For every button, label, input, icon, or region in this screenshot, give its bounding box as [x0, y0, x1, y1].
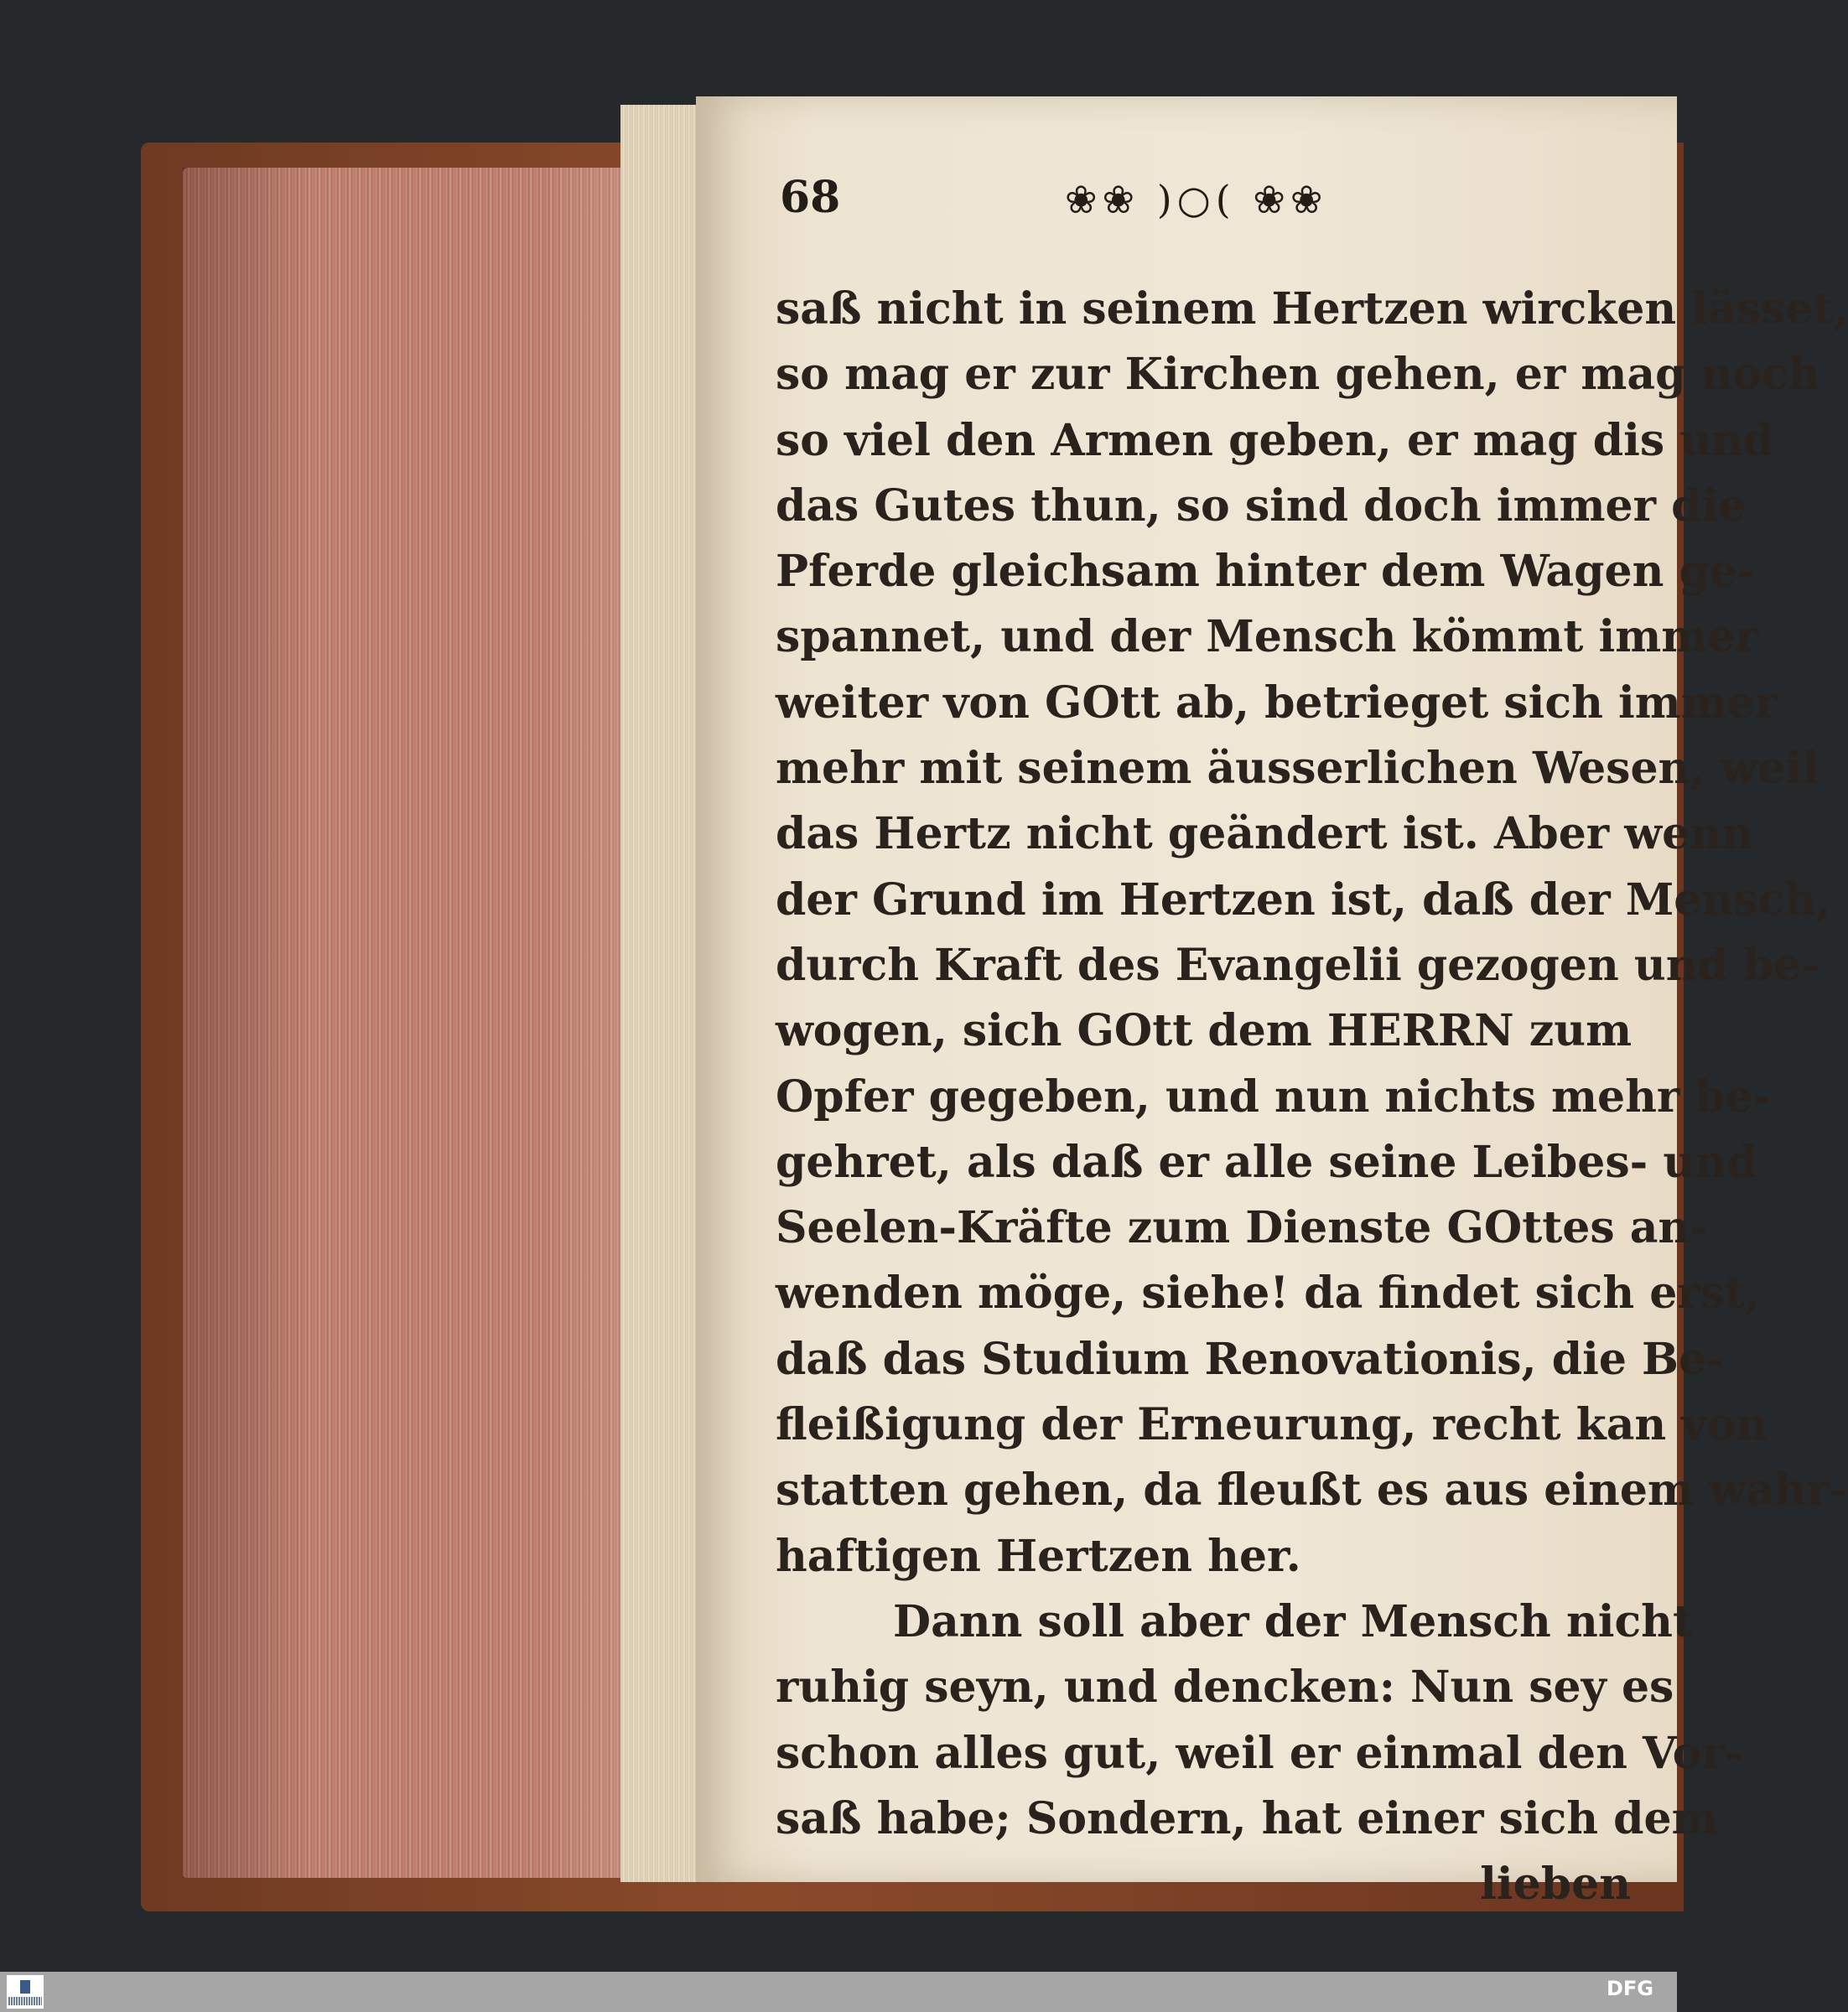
library-logo-icon: [7, 1975, 44, 2009]
text-line: Opfer gegeben, und nun nichts mehr be-: [776, 1071, 1772, 1123]
text-line: Dann soll aber der Mensch nicht: [893, 1595, 1694, 1647]
text-line: mehr mit seinem äusserlichen Wesen, weil: [776, 743, 1819, 795]
library-logo-caption: [8, 1997, 42, 2005]
library-logo-mark: [20, 1980, 30, 1994]
text-line: schon alles gut, weil er einmal den Vor-: [776, 1727, 1743, 1779]
text-line: fleißigung der Erneurung, recht kan von: [776, 1399, 1768, 1451]
text-line: statten gehen, da fleußt es aus einem wahr-: [776, 1465, 1848, 1517]
text-line: wenden möge, siehe! da findet sich erst,: [776, 1268, 1761, 1320]
text-line: weiter von GOtt ab, betrieget sich immer: [776, 677, 1778, 729]
text-line: saß nicht in seinem Hertzen wircken lässet,: [776, 283, 1848, 334]
text-line: das Gutes thun, so sind doch immer die: [776, 480, 1747, 532]
text-line: gehret, als daß er alle seine Leibes- und: [776, 1136, 1757, 1188]
text-line: so viel den Armen geben, er mag dis und: [776, 414, 1774, 466]
catchword: lieben: [1480, 1859, 1631, 1911]
text-line: daß das Studium Renovationis, die Be-: [776, 1333, 1725, 1385]
text-line: Seelen-Kräfte zum Dienste GOttes an-: [776, 1202, 1708, 1254]
page-text: [776, 277, 1848, 1917]
text-line: ruhig seyn, und dencken: Nun sey es: [776, 1662, 1674, 1714]
text-line: durch Kraft des Evangelii gezogen und be-: [776, 939, 1820, 991]
text-line: spannet, und der Mensch kömmt immer: [776, 611, 1758, 663]
text-line: saß habe; Sondern, hat einer sich dem: [776, 1792, 1718, 1844]
page-number: 68: [780, 172, 841, 223]
text-line: Pferde gleichsam hinter dem Wagen ge-: [776, 546, 1756, 598]
header-ornament: ❀❀ )○( ❀❀: [1065, 177, 1328, 222]
page-header: [780, 172, 1367, 239]
text-line: der Grund im Hertzen ist, daß der Mensch,: [776, 874, 1832, 926]
text-line: so mag er zur Kirchen gehen, er mag noch: [776, 349, 1820, 401]
text-line: wogen, sich GOtt dem HERRN zum: [776, 1005, 1633, 1057]
dfg-logo: DFG: [1606, 1977, 1653, 2000]
viewer-footer-bar: [0, 1972, 1677, 2012]
text-line: das Hertz nicht geändert ist. Aber wenn: [776, 808, 1753, 860]
text-line: haftigen Hertzen her.: [776, 1530, 1301, 1582]
